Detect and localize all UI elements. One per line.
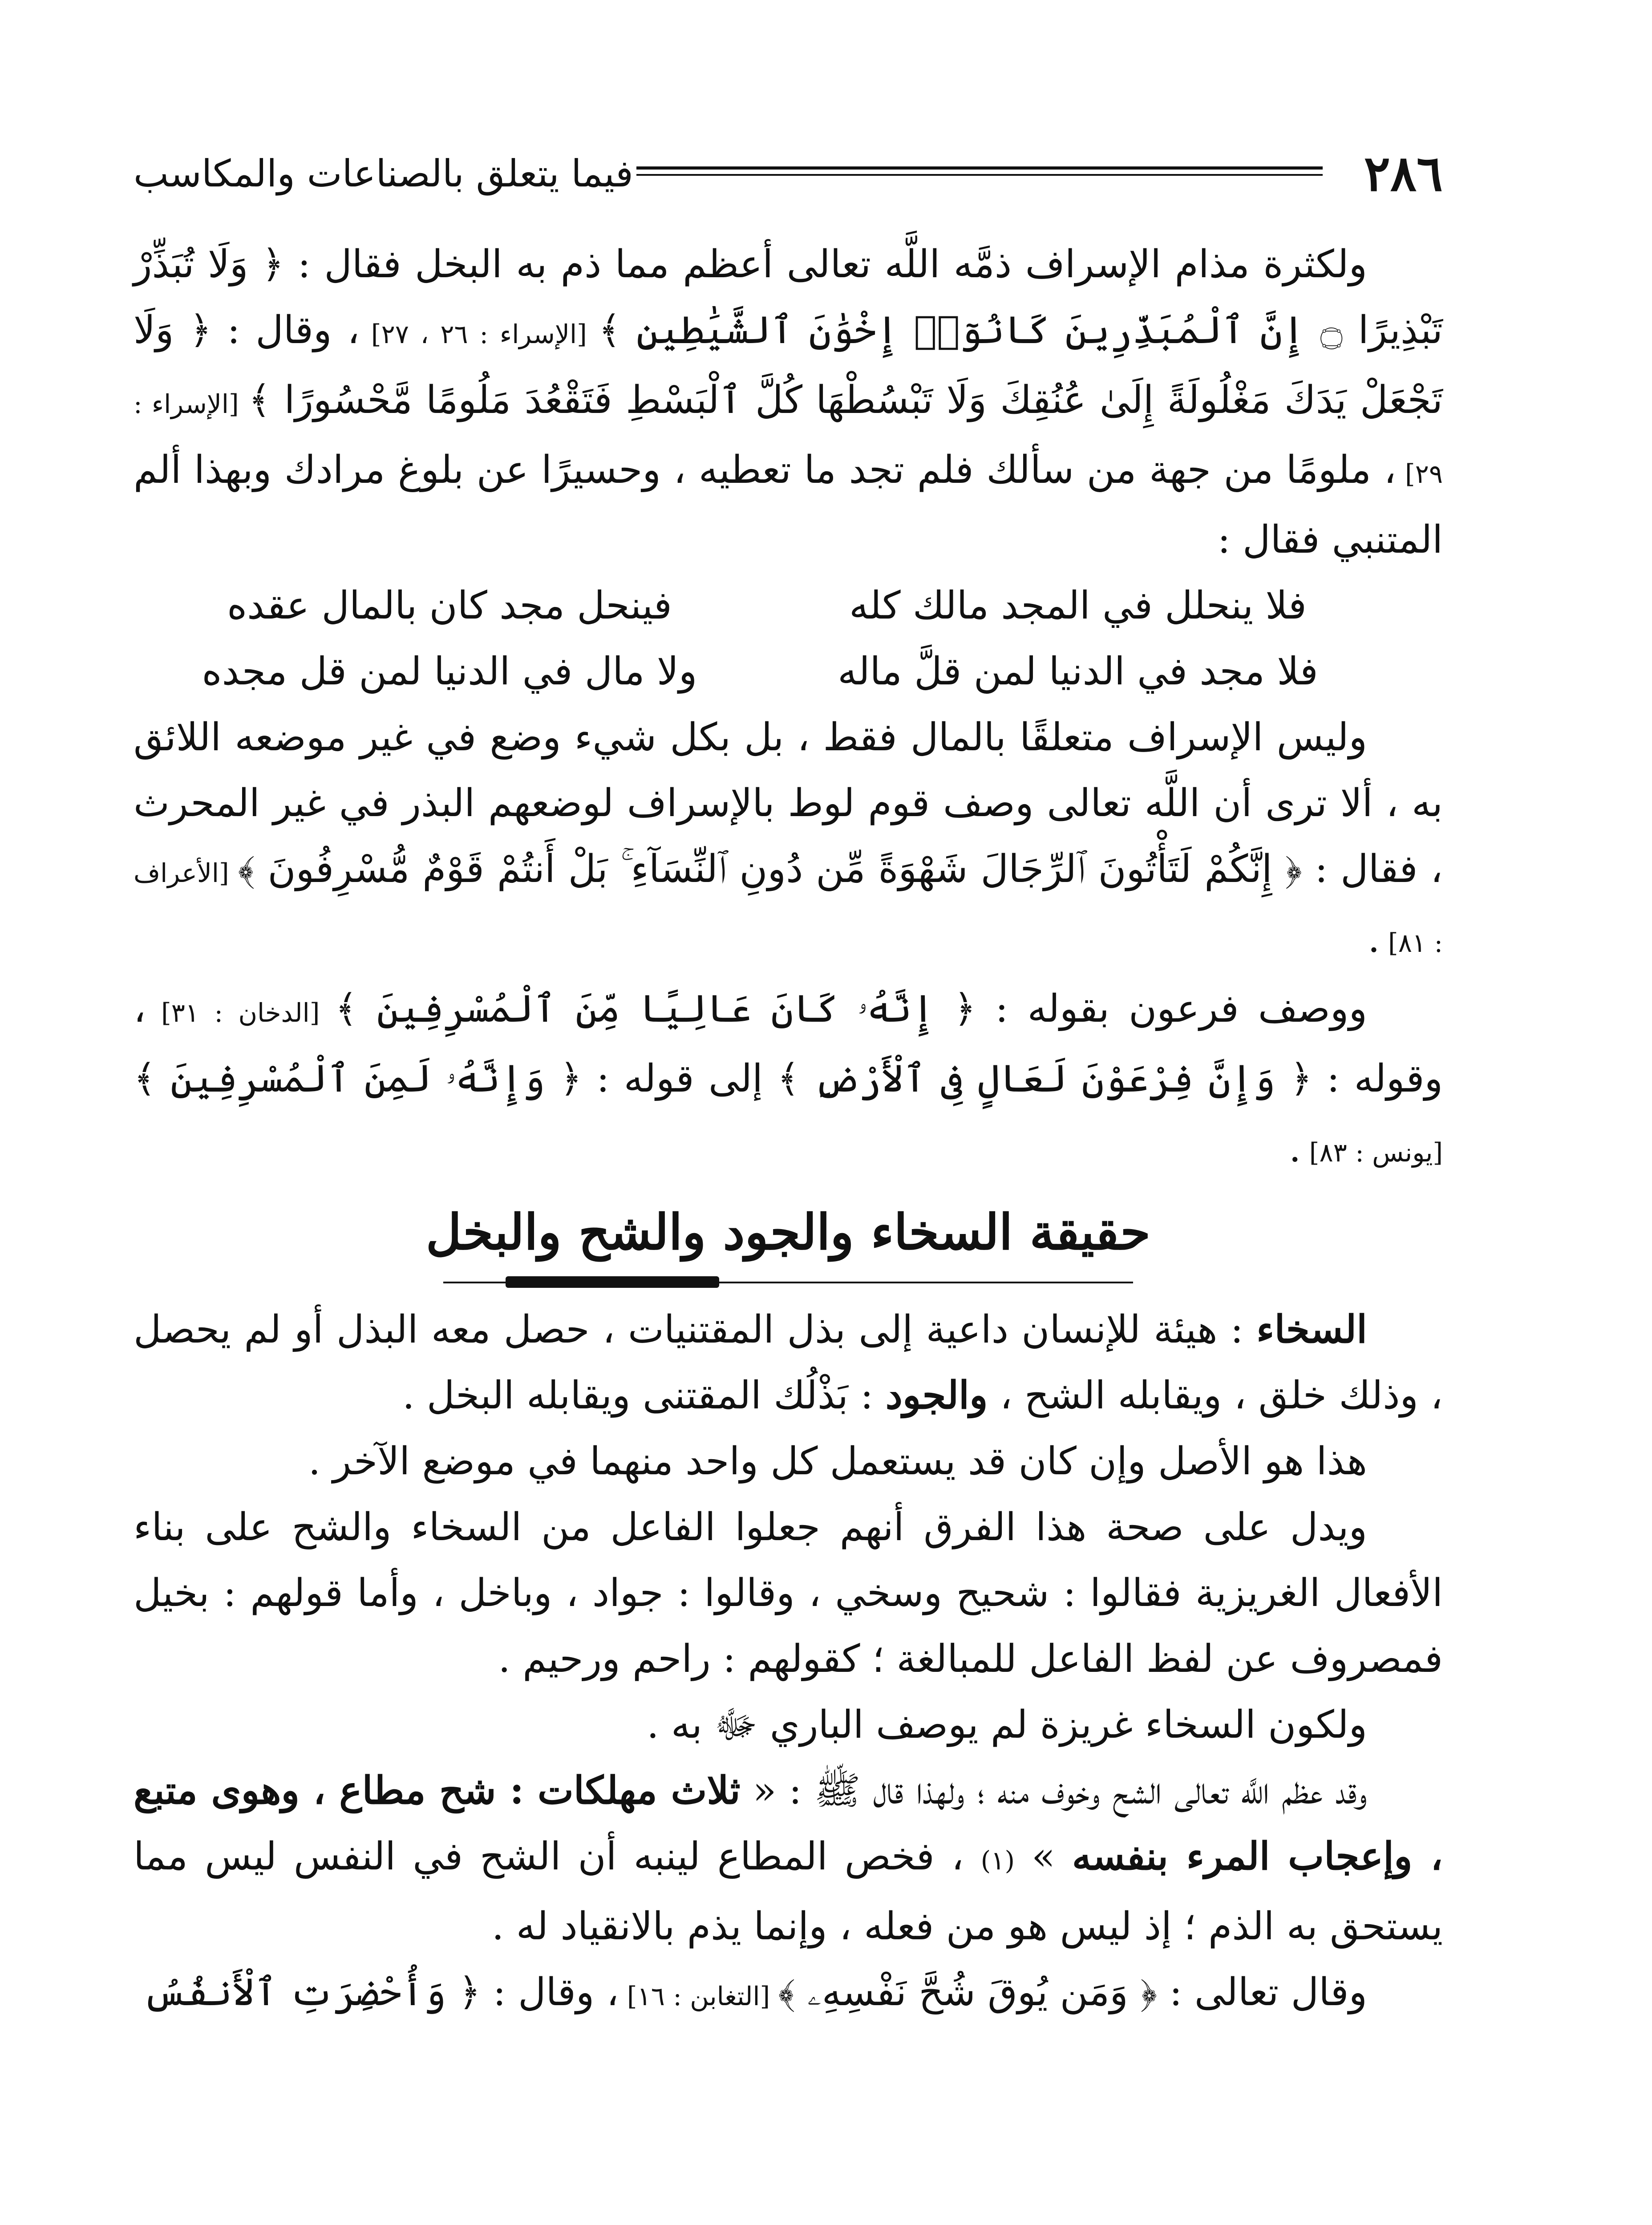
page-number: ٢٨٦ bbox=[1364, 145, 1443, 202]
poem-first-hemistich: فلا ينحلل في المجد مالك كله bbox=[849, 583, 1307, 628]
paragraph-difference: ويدل على صحة هذا الفرق أنهم جعلوا الفاعل من السخاء والشح على بناء الأفعال الغريزية فقالوا : شحيح وسخي ، وقالوا : جواد ، وباخل ، وأما قولهم : بخيل فمصروف عن لفظ الفاعل للمبالغة ؛ كقولهم : راحم ورحيم . bbox=[134, 1505, 1443, 1681]
text: ، وقوله : bbox=[134, 987, 1443, 1101]
heading-underline bbox=[443, 1270, 1133, 1297]
quran-verse: ﴿ وَلَا تُبَذِّرْ تَبْذِيرًا ۝ إِنَّ ٱلْمُبَذِّرِينَ كَانُوٓا۟ إِخْوَٰنَ ٱلشَّيَٰطِينِ ﴾ bbox=[134, 242, 1443, 352]
paragraph-verse bbox=[134, 1959, 1443, 2029]
paragraph-israf-general bbox=[134, 704, 1443, 976]
running-header bbox=[134, 147, 1443, 200]
poem-second-hemistich: فينحل مجد كان بالمال عقده bbox=[227, 583, 672, 628]
term: السخاء bbox=[1256, 1307, 1367, 1352]
hadith-text: ثلاث مهلكات : شح مطاع ، وهوى متبع ، وإعجاب المرء بنفسه bbox=[134, 1768, 1443, 1879]
quran-verse: ﴿ إِنَّهُۥ كَانَ عَالِيًا مِّنَ ٱلْمُسْرِفِينَ ﴾ bbox=[335, 987, 976, 1031]
quran-verse: ﴿ إِنَّكُمْ لَتَأْتُونَ ٱلرِّجَالَ شَهْوَةً مِّن دُونِ ٱلنِّسَآءِ ۚ بَلْ أَنتُمْ قَوْمٌ مُّسْرِفُونَ ﴾ bbox=[238, 847, 1302, 891]
page-body bbox=[134, 231, 1443, 2029]
verse-reference: [يونس : ٨٣] bbox=[1301, 1137, 1443, 1168]
text: ، وقال : bbox=[481, 1970, 619, 2015]
section-heading: حقيقة السخاء والجود والشح والبخل bbox=[425, 1203, 1151, 1261]
text: ، ملومًا من جهة من سألك فلم تجد ما تعطيه ، وحسيرًا عن بلوغ مرادك وبهذا ألم المتنبي فقال : bbox=[134, 448, 1443, 562]
text: وليس الإسراف متعلقًا بالمال فقط ، بل بكل شيء وضع في غير موضعه اللائق به ، ألا ترى أن اللَّه تعالى وصف قوم لوط بالإسراف لوضعهم البذر في غير المحرث ، فقال : bbox=[134, 715, 1443, 891]
quran-verse: ﴿ وَأُحْضِرَتِ ٱلْأَنفُسُ bbox=[142, 1970, 481, 2015]
quran-verse: ﴿ وَلَا تَجْعَلْ يَدَكَ مَغْلُولَةً إِلَىٰ عُنُقِكَ وَلَا تَبْسُطْهَا كُلَّ ٱلْبَسْطِ فَتَقْعُدَ مَلُومًا مَّحْسُورًا ﴾ bbox=[134, 308, 1443, 422]
text: ، فخص المطاع لينبه أن الشح في النفس ليس مما يستحق به الذم ؛ إذ ليس هو من فعله ، وإنما يذم بالانقياد له . bbox=[134, 1834, 1443, 1949]
paragraph-origin: هذا هو الأصل وإن كان قد يستعمل كل واحد منهما في موضع الآخر . bbox=[308, 1439, 1367, 1484]
text: وقال تعالى : bbox=[1157, 1970, 1367, 2015]
paragraph-pharaoh bbox=[134, 976, 1443, 1185]
term: والجود bbox=[885, 1373, 988, 1418]
poem bbox=[134, 573, 1443, 704]
quran-verse: ﴿ وَإِنَّ فِرْعَوْنَ لَعَالٍ فِى ٱلْأَرْضِ ﴾ bbox=[777, 1056, 1312, 1101]
text: . bbox=[1289, 1126, 1301, 1171]
text: : بَذْلُك المقتنى ويقابله البخل . bbox=[402, 1373, 886, 1418]
poem-second-hemistich: ولا مال في الدنيا لمن قل مجده bbox=[202, 649, 697, 694]
verse-reference: [الإسراء : ٢٦ ، ٢٧] bbox=[360, 319, 599, 349]
paragraph-instinct: ولكون السخاء غريزة لم يوصف الباري ﷻ به . bbox=[647, 1703, 1367, 1747]
text: ، وقال : bbox=[211, 308, 360, 352]
verse-reference: [الدخان : ٣١] bbox=[146, 998, 335, 1028]
text: . bbox=[1368, 917, 1380, 961]
text: : هيئة للإنسان داعية إلى بذل المقتنيات ، حصل معه البذل أو لم يحصل ، وذلك خلق ، ويقابله الشح ، bbox=[134, 1307, 1443, 1418]
text: إلى قوله : bbox=[582, 1056, 777, 1101]
poem-line bbox=[134, 639, 1443, 704]
poem-line bbox=[134, 573, 1443, 639]
section-heading-block bbox=[134, 1199, 1443, 1297]
text: وقد عظم اللَّه تعالى الشح وخوف منه ؛ ولهذا قال ﷺ : « bbox=[740, 1768, 1367, 1813]
footnote-marker: (١) bbox=[980, 1845, 1015, 1876]
paragraph-definitions bbox=[134, 1297, 1443, 1428]
poem-first-hemistich: فلا مجد في الدنيا لمن قلَّ ماله bbox=[838, 649, 1318, 694]
text: ووصف فرعون بقوله : bbox=[976, 987, 1367, 1031]
paragraph-israf-blame bbox=[134, 231, 1443, 573]
verse-reference: [الأعراف : ٨١] bbox=[134, 858, 1443, 958]
running-title: فيما يتعلق بالصناعات والمكاسب bbox=[134, 152, 633, 195]
heading-thick-rule bbox=[506, 1276, 719, 1288]
text: ولكثرة مذام الإسراف ذمَّه اللَّه تعالى أعظم مما ذم به البخل فقال : bbox=[284, 242, 1368, 287]
verse-reference: [التغابن : ١٦] bbox=[619, 1981, 778, 2011]
paragraph-hadith bbox=[134, 1758, 1443, 1959]
verse-reference: [الإسراء : ٢٩] bbox=[134, 389, 1443, 489]
text: » bbox=[1015, 1834, 1072, 1879]
quran-verse: ﴿ وَإِنَّهُۥ لَمِنَ ٱلْمُسْرِفِينَ ﴾ bbox=[134, 1056, 582, 1101]
quran-verse: ﴿ وَمَن يُوقَ شُحَّ نَفْسِهِۦ ﴾ bbox=[778, 1970, 1158, 2015]
header-rule bbox=[636, 166, 1323, 176]
